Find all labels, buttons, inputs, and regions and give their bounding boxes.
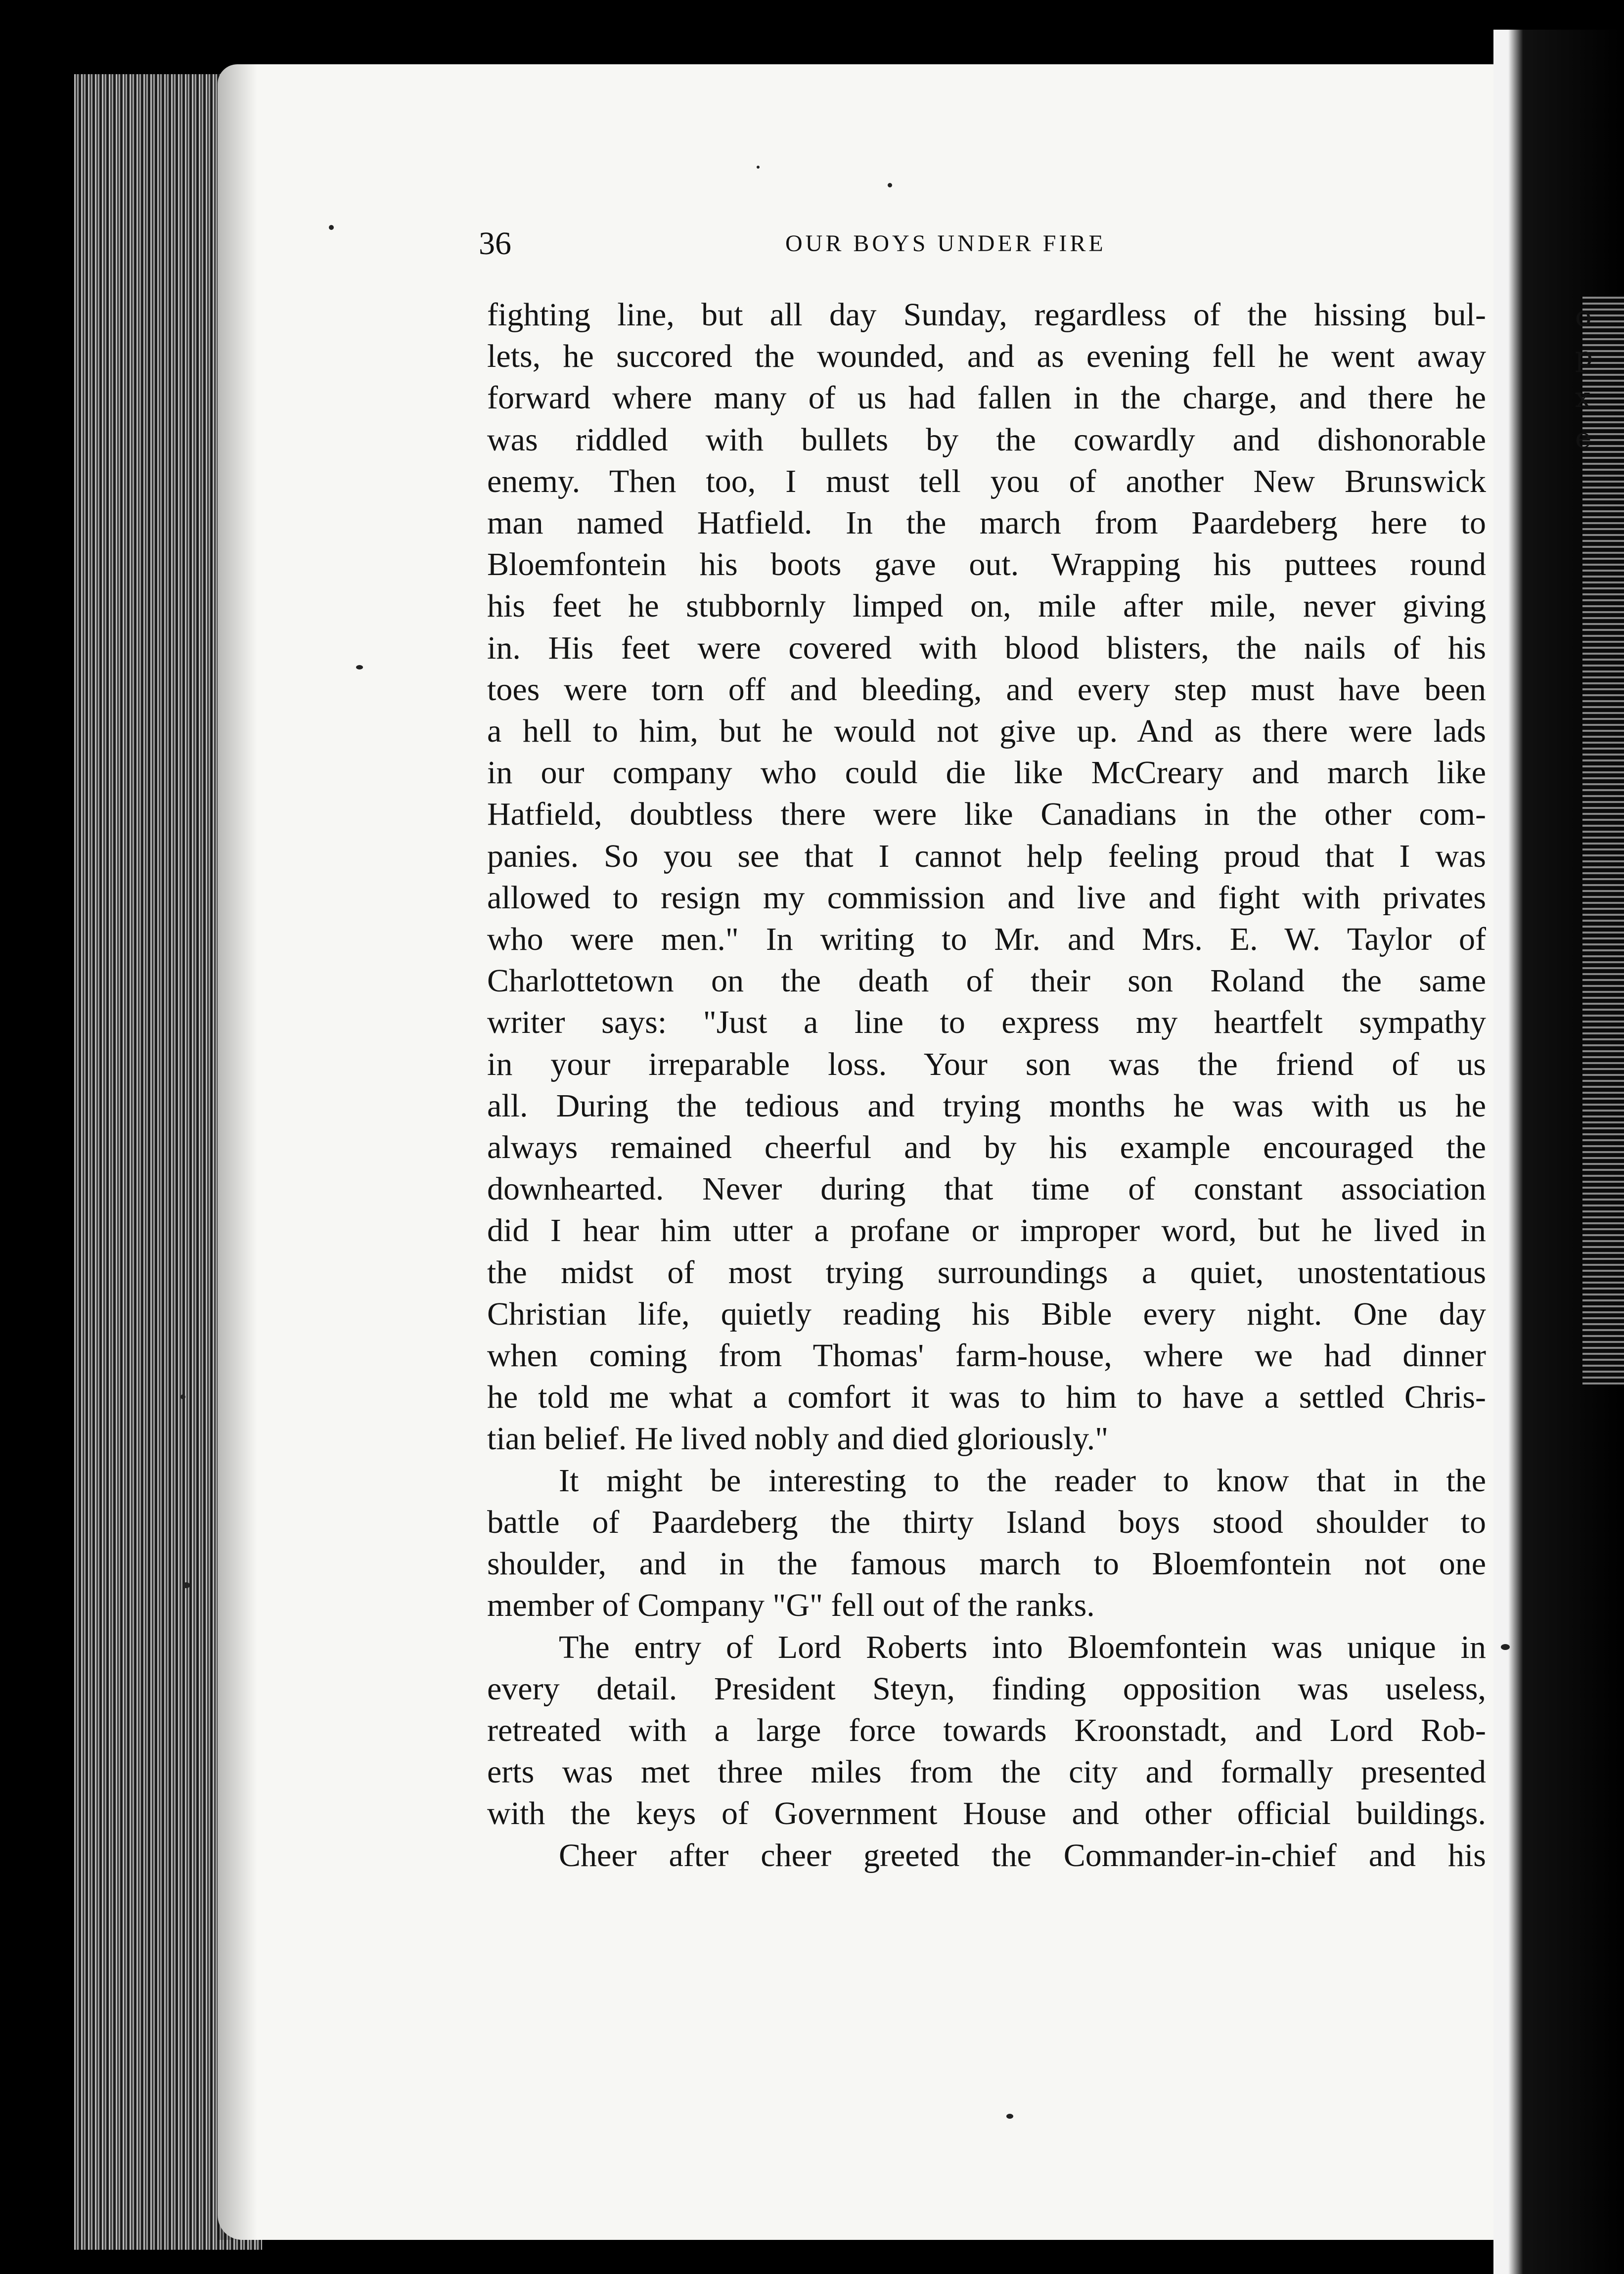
text-line: forward where many of us had fallen in the charge, and there he <box>487 380 1486 416</box>
paragraph-2 <box>487 1460 1486 1627</box>
text-line: every detail. President Steyn, finding opposition was useless, <box>487 1670 1486 1707</box>
text-line: enemy. Then too, I must tell you of another New Brunswick <box>487 463 1486 499</box>
text-line: Charlottetown on the death of their son Roland the same <box>487 963 1486 999</box>
text-line: Bloemfontein his boots gave out. Wrapping his puttees round <box>487 546 1486 583</box>
text-line: lets, he succored the wounded, and as evening fell he went away <box>487 338 1486 375</box>
text-line: member of Company "G" fell out of the ranks. <box>487 1587 1095 1624</box>
scan-speck <box>1006 2114 1013 2119</box>
body-text <box>487 294 1486 1876</box>
text-line: Cheer after cheer greeted the Commander-in-chief and his <box>559 1837 1486 1873</box>
text-line: allowed to resign my commission and live and fight with privates <box>487 879 1486 916</box>
page-number: 36 <box>479 225 511 262</box>
text-line: in. His feet were covered with blood blisters, the nails of his <box>487 629 1486 666</box>
text-line: who were men." In writing to Mr. and Mrs. E. W. Taylor of <box>487 921 1486 958</box>
text-line: writer says: "Just a line to express my heartfelt sympathy <box>487 1004 1486 1041</box>
text-line: a hell to him, but he would not give up. And as there were lads <box>487 713 1486 750</box>
text-line: battle of Paardeberg the thirty Island boys stood shoulder to <box>487 1504 1486 1540</box>
paragraph-1 <box>487 294 1486 1460</box>
paragraph-4 <box>487 1835 1486 1876</box>
text-line: the midst of most trying surroundings a quiet, unostentatious <box>487 1254 1486 1291</box>
text-line: retreated with a large force towards Kroonstadt, and Lord Rob- <box>487 1712 1486 1748</box>
scan-speck <box>888 183 892 187</box>
scan-speck <box>757 166 760 169</box>
scan-speck <box>183 1582 190 1588</box>
text-line: all. During the tedious and trying months he was with us he <box>487 1087 1486 1124</box>
adjacent-page-sliver <box>1582 297 1624 1384</box>
scan-speck <box>180 1394 185 1399</box>
paragraph-3 <box>487 1627 1486 1835</box>
text-line: erts was met three miles from the city and formally presented <box>487 1754 1486 1790</box>
page-gutter-shadow <box>218 64 257 2240</box>
text-line: in our company who could die like McCreary and march like <box>487 755 1486 791</box>
text-line: was riddled with bullets by the cowardly and dishonorable <box>487 421 1486 458</box>
scan-speck <box>329 225 334 230</box>
text-line: in your irreparable loss. Your son was the friend of us <box>487 1046 1486 1082</box>
text-line: tian belief. He lived nobly and died gloriously." <box>487 1421 1109 1457</box>
text-line: fighting line, but all day Sunday, regardless of the hissing bul- <box>487 297 1486 333</box>
adjacent-page-letters: o p x e <box>1575 301 1593 454</box>
text-line: man named Hatfield. In the march from Paardeberg here to <box>487 505 1486 541</box>
text-line: when coming from Thomas' farm-house, where we had dinner <box>487 1338 1486 1374</box>
running-title: OUR BOYS UNDER FIRE <box>785 230 1106 257</box>
text-line: panies. So you see that I cannot help feeling proud that I was <box>487 838 1486 874</box>
scan-speck <box>356 665 363 669</box>
text-line: toes were torn off and bleeding, and every step must have been <box>487 671 1486 708</box>
text-line: with the keys of Government House and other official buildings. <box>487 1795 1486 1832</box>
text-line: his feet he stubbornly limped on, mile after mile, never giving <box>487 588 1486 624</box>
scan-speck <box>1501 1644 1510 1650</box>
text-line: always remained cheerful and by his example encouraged the <box>487 1129 1486 1166</box>
text-line: shoulder, and in the famous march to Bloemfontein not one <box>487 1546 1486 1582</box>
text-line: Christian life, quietly reading his Bible every night. One day <box>487 1295 1486 1332</box>
text-line: downhearted. Never during that time of constant association <box>487 1171 1486 1207</box>
text-line: did I hear him utter a profane or improper word, but he lived in <box>487 1212 1486 1249</box>
text-line: The entry of Lord Roberts into Bloemfontein was unique in <box>559 1629 1486 1665</box>
text-line: Hatfield, doubtless there were like Canadians in the other com- <box>487 796 1486 833</box>
text-line: It might be interesting to the reader to know that in the <box>559 1462 1486 1499</box>
text-line: he told me what a comfort it was to him to have a settled Chris- <box>487 1379 1486 1416</box>
